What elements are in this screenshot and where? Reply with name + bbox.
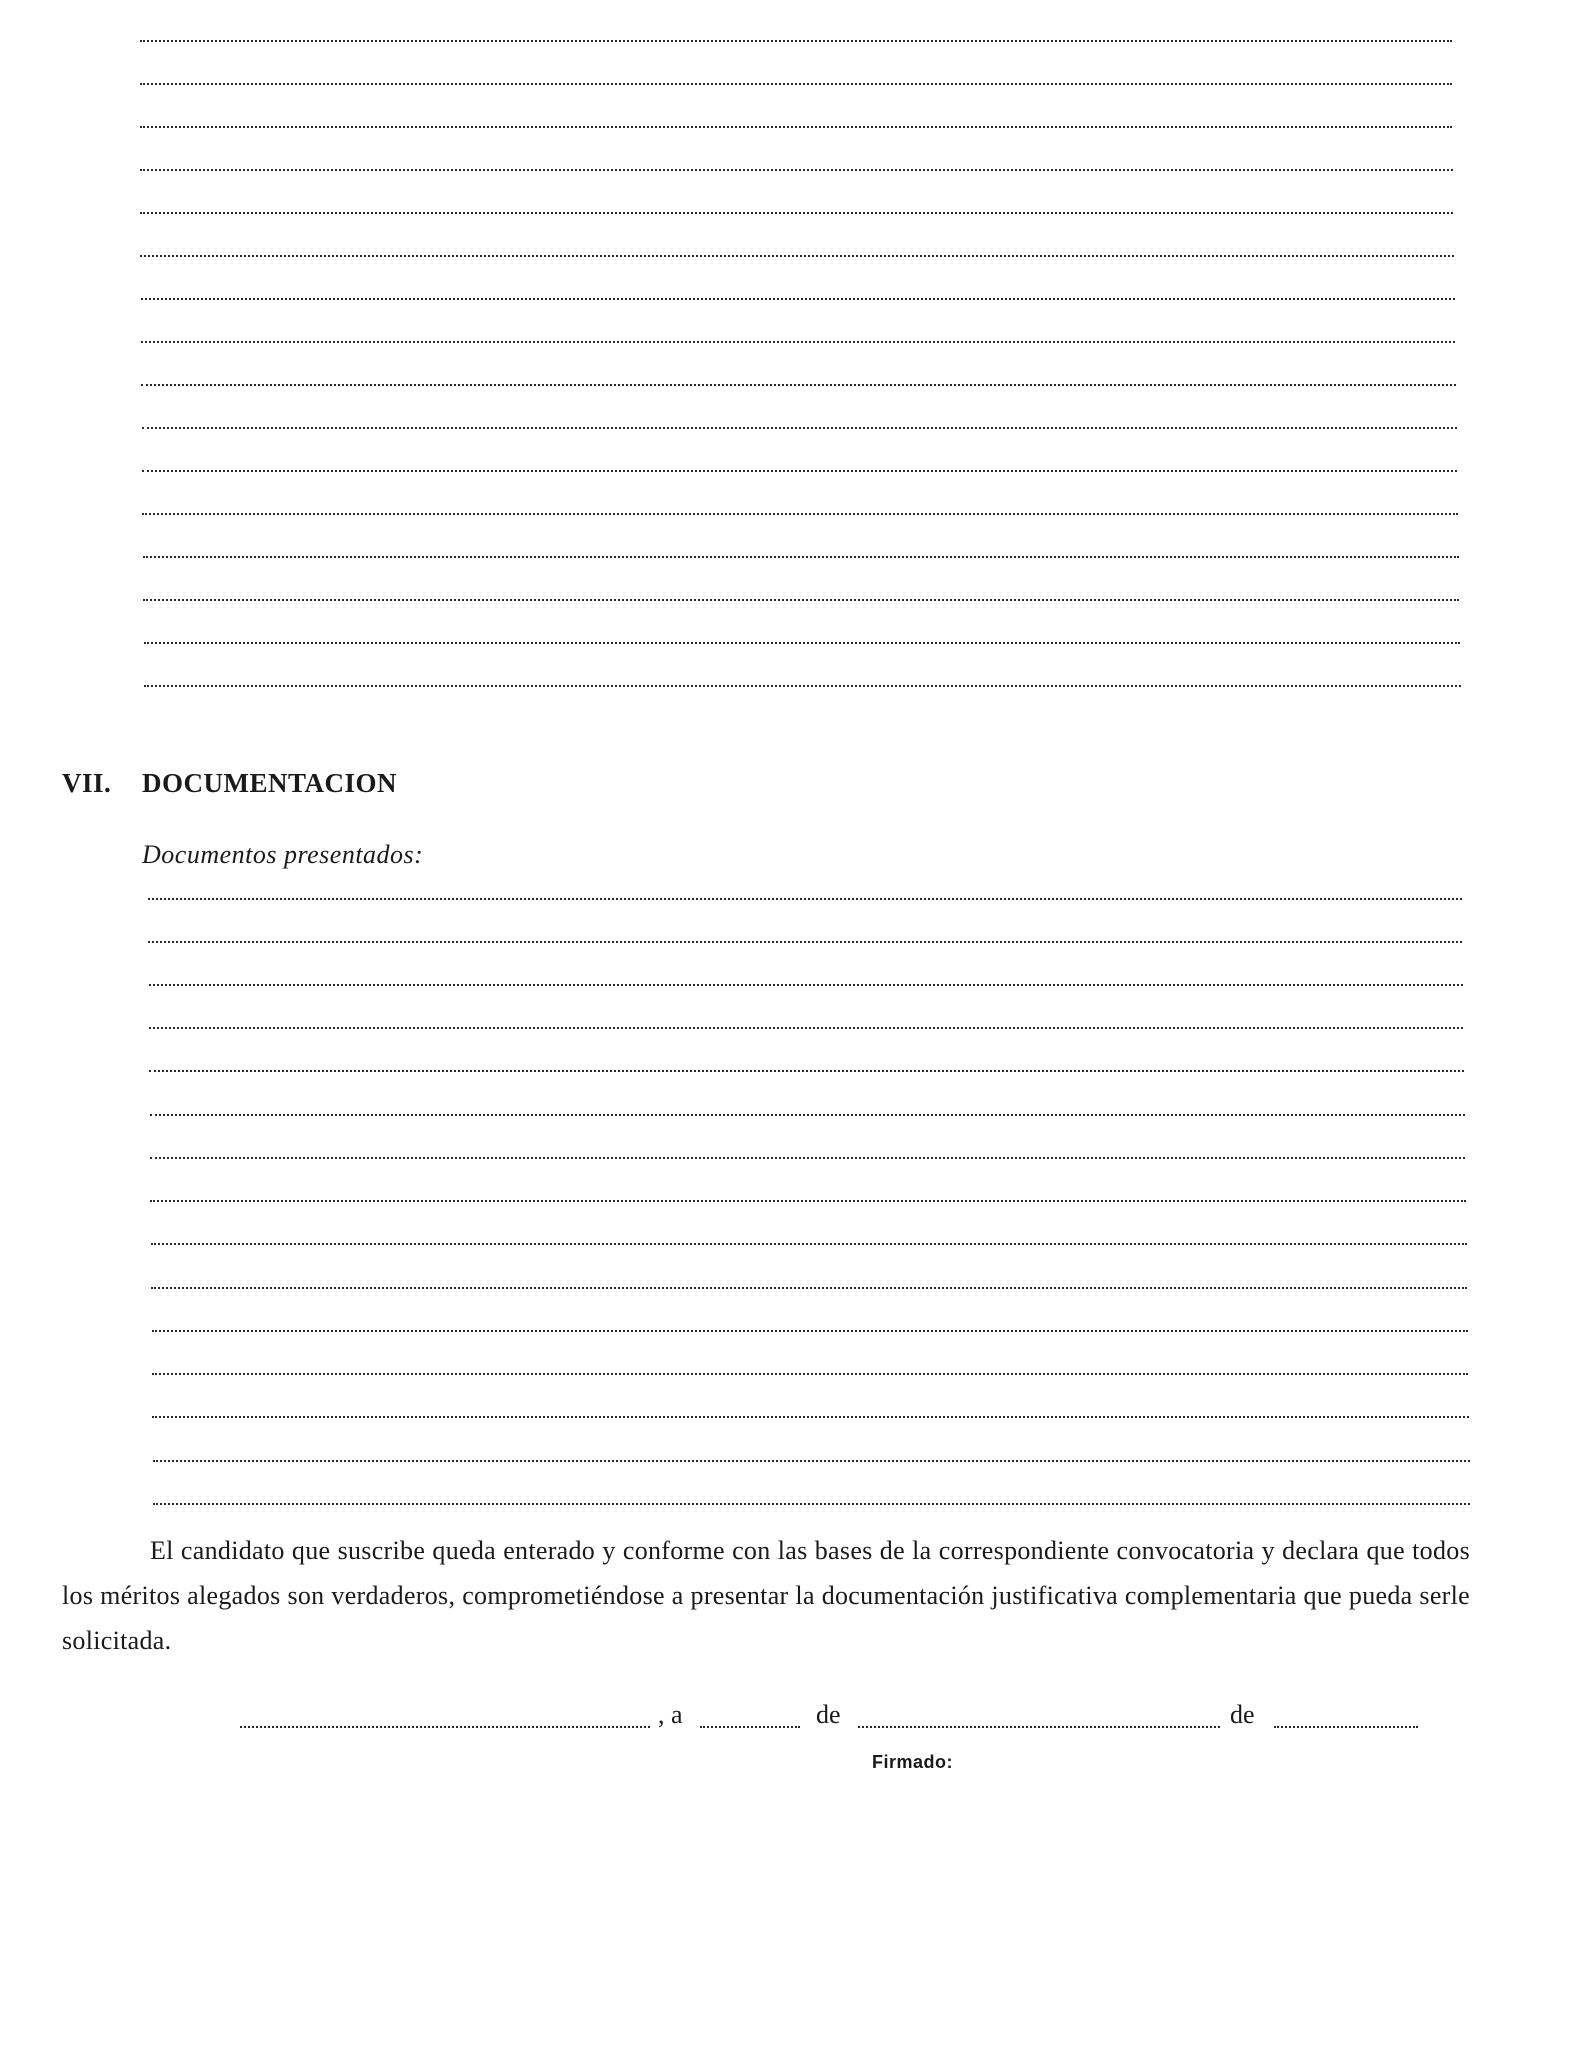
document-entry-line[interactable]: [148, 898, 1462, 900]
document-entry-line[interactable]: [152, 1416, 1469, 1418]
document-entry-line[interactable]: [150, 1114, 1465, 1116]
document-entry-line[interactable]: [153, 1503, 1470, 1505]
blank-line[interactable]: [141, 341, 1455, 343]
blank-line[interactable]: [140, 83, 1452, 85]
document-entry-line[interactable]: [149, 1070, 1464, 1072]
section-number: VII.: [62, 768, 112, 798]
document-entry-line[interactable]: [152, 1373, 1468, 1375]
blank-line[interactable]: [142, 470, 1457, 472]
section-heading: [62, 768, 397, 799]
document-entry-line[interactable]: [152, 1330, 1468, 1332]
blank-line[interactable]: [140, 126, 1452, 128]
declaration-text: El candidato que suscribe queda enterado y conforme con las bases de la correspondiente convocatoria y declara que todos los méritos alegados son verdaderos, comprometiéndose a presentar la documentación justificativa complementaria que pueda serle solicitada.: [62, 1536, 1470, 1655]
blank-line[interactable]: [142, 513, 1458, 515]
document-entry-line[interactable]: [149, 984, 1463, 986]
blank-line[interactable]: [140, 40, 1452, 42]
blank-line[interactable]: [144, 685, 1461, 687]
blank-line[interactable]: [144, 642, 1460, 644]
blank-line[interactable]: [142, 427, 1457, 429]
blank-line[interactable]: [140, 255, 1454, 257]
blank-line[interactable]: [140, 169, 1453, 171]
place-date-row: [240, 1700, 1420, 1734]
signed-label: Firmado:: [872, 1752, 954, 1772]
month-field[interactable]: [858, 1726, 1220, 1728]
separator-de-year: de: [1230, 1700, 1255, 1729]
document-entry-line[interactable]: [151, 1287, 1467, 1289]
blank-line[interactable]: [143, 599, 1459, 601]
document-entry-line[interactable]: [149, 1027, 1463, 1029]
place-field[interactable]: [240, 1726, 650, 1728]
year-field[interactable]: [1274, 1726, 1418, 1728]
document-entry-line[interactable]: [151, 1243, 1467, 1245]
document-entry-line[interactable]: [153, 1460, 1470, 1462]
separator-a: , a: [658, 1700, 683, 1729]
blank-line[interactable]: [143, 556, 1459, 558]
document-entry-line[interactable]: [150, 1200, 1466, 1202]
blank-line[interactable]: [141, 298, 1455, 300]
blank-line[interactable]: [141, 384, 1456, 386]
document-entry-line[interactable]: [148, 941, 1462, 943]
blank-line[interactable]: [140, 212, 1453, 214]
day-field[interactable]: [700, 1726, 800, 1728]
documents-subheading: Documentos presentados:: [142, 840, 424, 869]
separator-de-month: de: [816, 1700, 841, 1729]
document-entry-line[interactable]: [150, 1157, 1465, 1159]
section-title: DOCUMENTACION: [142, 768, 397, 798]
